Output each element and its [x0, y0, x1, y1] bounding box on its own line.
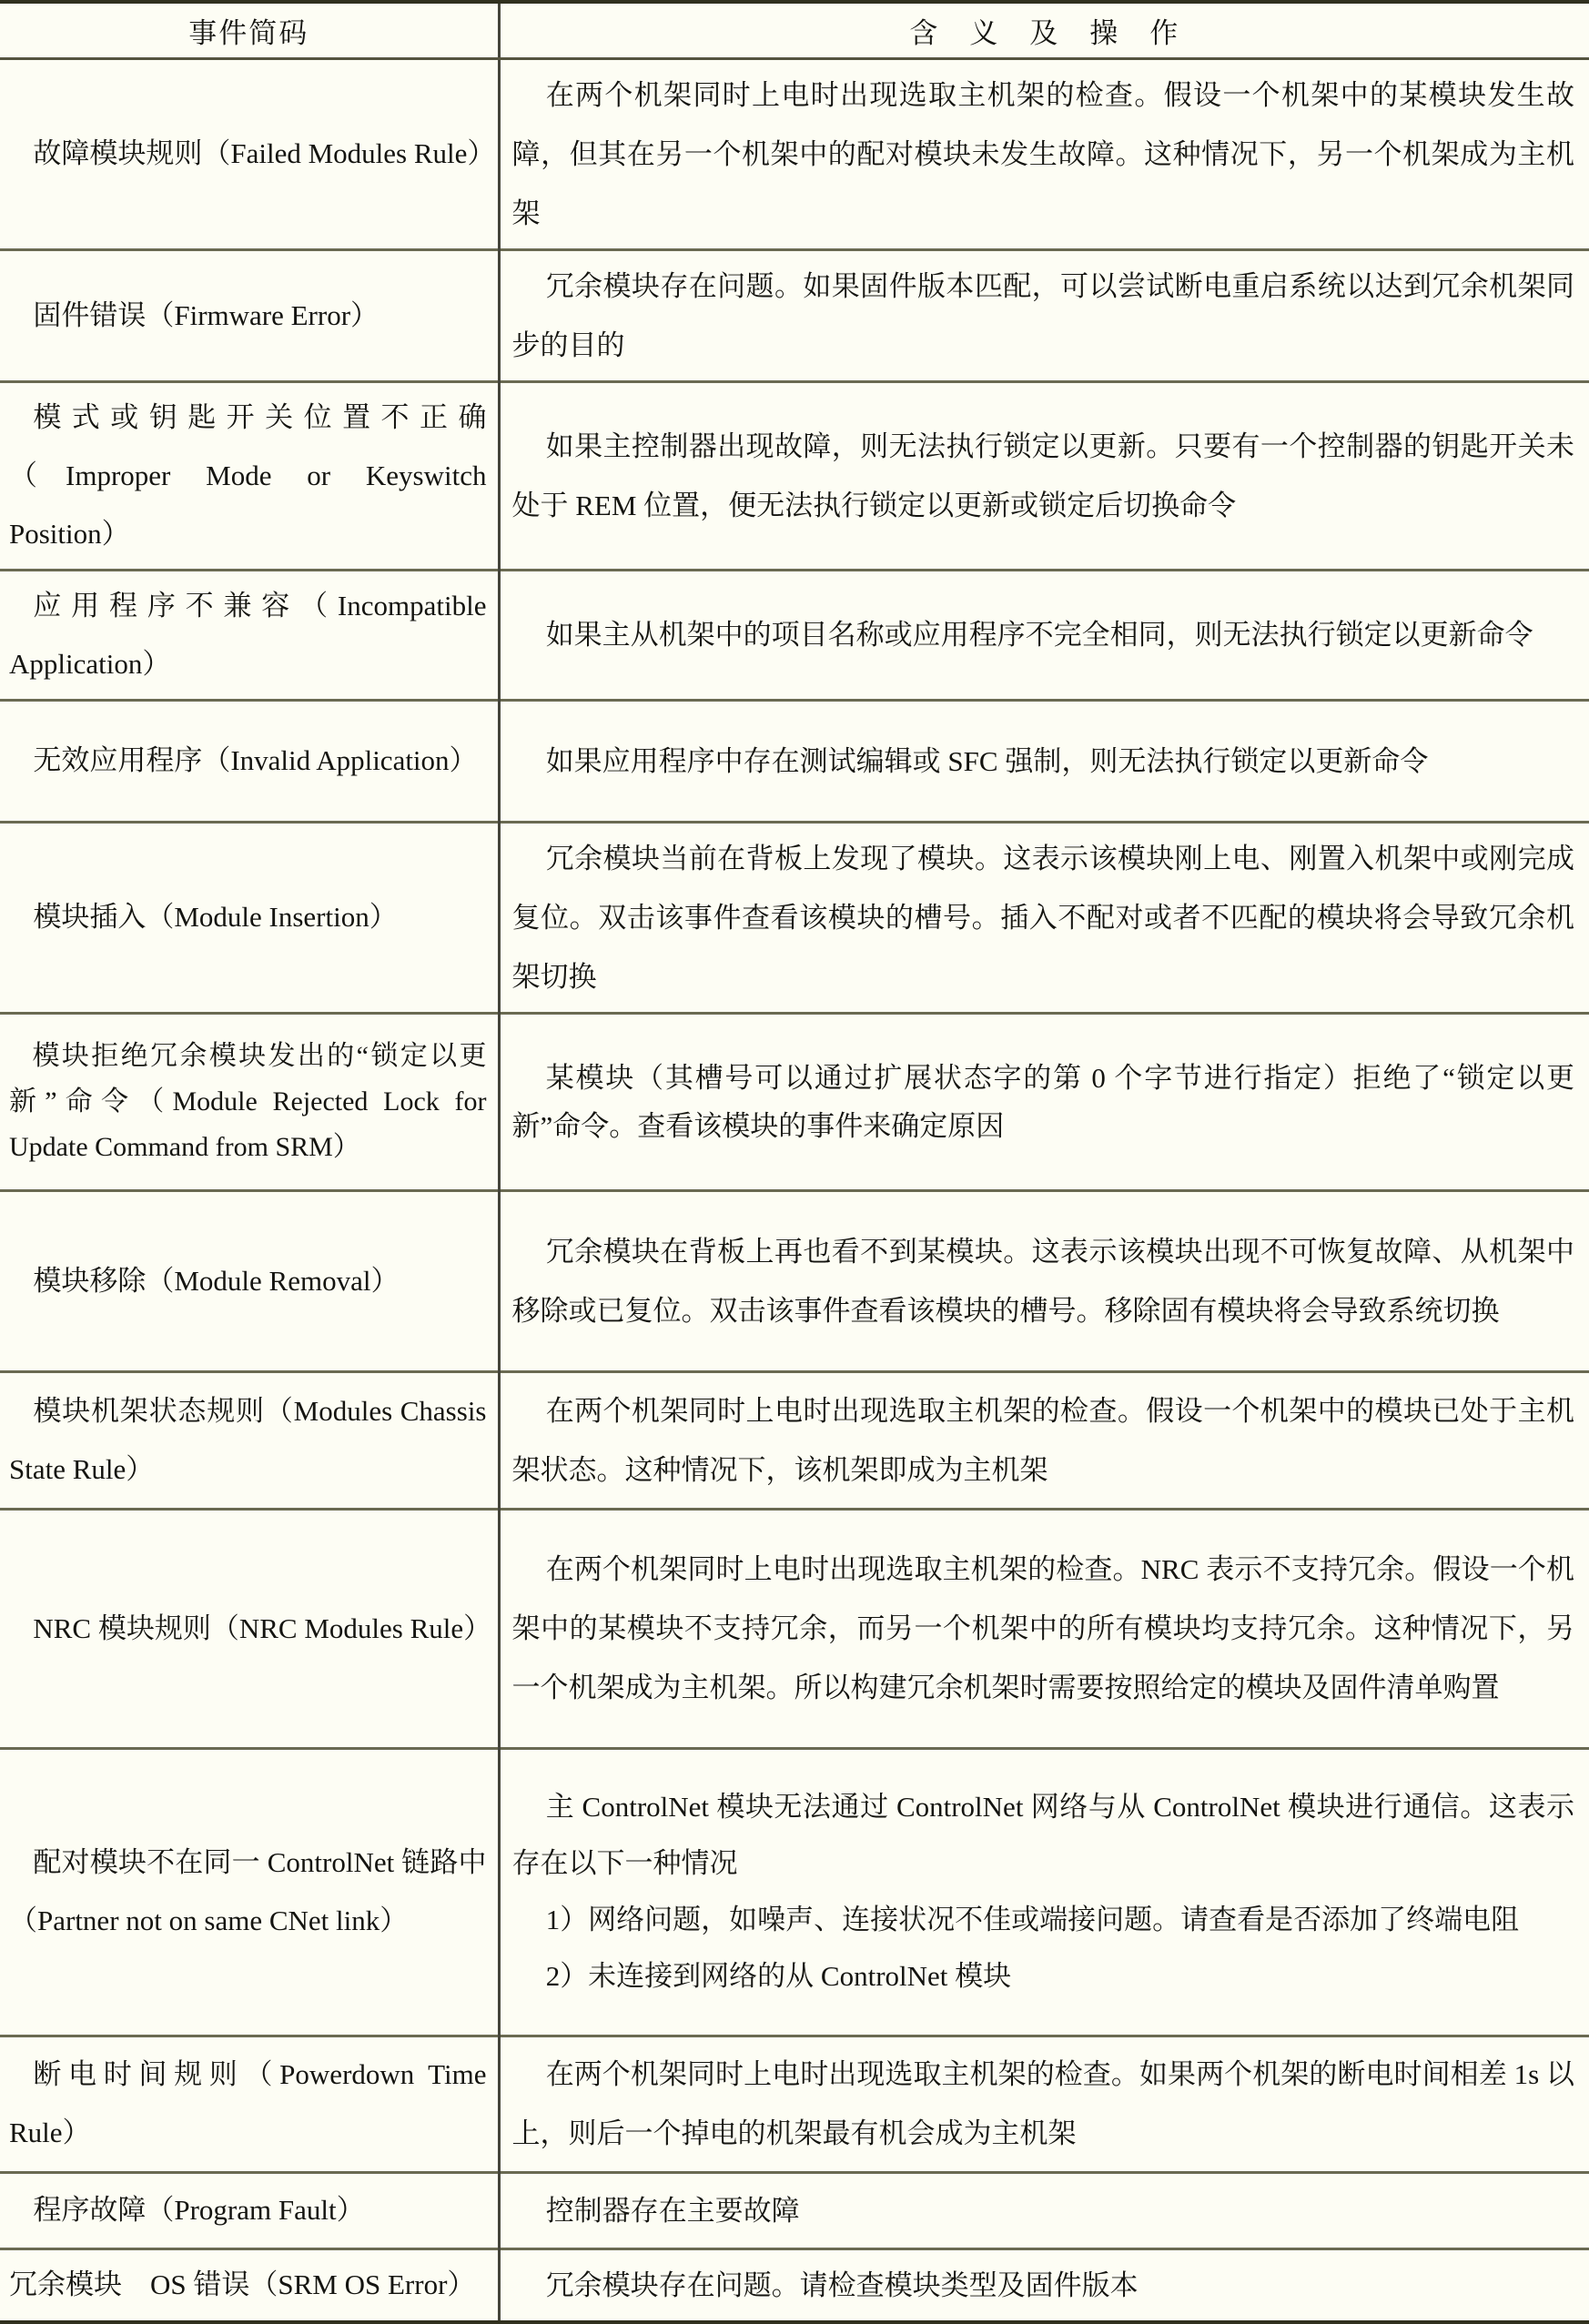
meaning-cell: [499, 249, 1589, 381]
event-code-cell: 固件错误（Firmware Error）: [0, 249, 499, 381]
meaning-paragraph: 冗余模块在背板上再也看不到某模块。这表示该模块出现不可恢复故障、从机架中移除或已复位。双击该事件查看该模块的槽号。移除固有模块将会导致系统切换: [511, 1235, 1574, 1327]
event-code-cell: 模块机架状态规则（Modules Chassis State Rule）: [0, 1371, 499, 1509]
meaning-paragraph: 冗余模块当前在背板上发现了模块。这表示该模块刚上电、刚置入机架中或刚完成复位。双击该事件查看该模块的槽号。插入不配对或者不匹配的模块将会导致冗余机架切换: [511, 842, 1574, 993]
column-header-meaning: 含 义 及 操 作: [499, 2, 1589, 58]
meaning-paragraph: 控制器存在主要故障: [545, 2194, 800, 2227]
event-code-cell: 模式或钥匙开关位置不正确（Improper Mode or Keyswitch Position）: [0, 381, 499, 570]
meaning-paragraph: 在两个机架同时上电时出现选取主机架的检查。假设一个机架中的某模块发生故障，但其在另一个机架中的配对模块未发生故障。这种情况下，另一个机架成为主机架: [511, 78, 1574, 229]
meaning-paragraph: 某模块（其槽号可以通过扩展状态字的第 0 个字节进行指定）拒绝了“锁定以更新”命令。查看该模块的事件来确定原因: [511, 1061, 1574, 1142]
event-code-cell: 模块插入（Module Insertion）: [0, 822, 499, 1013]
event-code-cell: 模块移除（Module Removal）: [0, 1190, 499, 1371]
meaning-cell: [499, 1748, 1589, 2036]
event-code-cell: 断电时间规则（Powerdown Time Rule）: [0, 2036, 499, 2172]
table-row: [0, 570, 1589, 700]
table-row: [0, 1371, 1589, 1509]
meaning-paragraph: 如果主从机架中的项目名称或应用程序不完全相同，则无法执行锁定以更新命令: [545, 619, 1533, 651]
meaning-paragraph: 如果主控制器出现故障，则无法执行锁定以更新。只要有一个控制器的钥匙开关未处于 REM 位置，便无法执行锁定以更新或锁定后切换命令: [511, 429, 1574, 521]
meaning-paragraph: 主 ControlNet 模块无法通过 ControlNet 网络与从 ControlNet 模块进行通信。这表示存在以下一种情况: [511, 1791, 1574, 1879]
meaning-cell: [499, 58, 1589, 249]
table-row: [0, 58, 1589, 249]
event-code-cell: NRC 模块规则（NRC Modules Rule）: [0, 1509, 499, 1748]
meaning-cell: [499, 1509, 1589, 1748]
meaning-cell: [499, 381, 1589, 570]
table-row: [0, 1190, 1589, 1371]
event-code-cell: 程序故障（Program Fault）: [0, 2172, 499, 2248]
meaning-cell: [499, 1371, 1589, 1509]
table-row: [0, 381, 1589, 570]
meaning-cell: [499, 570, 1589, 700]
column-header-event-code: 事件简码: [0, 2, 499, 58]
table-row: [0, 822, 1589, 1013]
meaning-cell: [499, 1013, 1589, 1190]
meaning-cell: [499, 2036, 1589, 2172]
meaning-paragraph: 在两个机架同时上电时出现选取主机架的检查。如果两个机架的断电时间相差 1s 以上，则后一个掉电的机架最有机会成为主机架: [511, 2058, 1574, 2149]
table-row: [0, 2172, 1589, 2248]
table-row: [0, 1013, 1589, 1190]
meaning-paragraph: 2）未连接到网络的从 ControlNet 模块: [545, 1960, 1012, 1992]
table-row: [0, 1509, 1589, 1748]
meaning-paragraph: 在两个机架同时上电时出现选取主机架的检查。假设一个机架中的模块已处于主机架状态。这种情况下，该机架即成为主机架: [511, 1394, 1574, 1486]
meaning-paragraph: 冗余模块存在问题。请检查模块类型及固件版本: [545, 2268, 1139, 2301]
table-body: [0, 58, 1589, 2322]
meaning-paragraph: 在两个机架同时上电时出现选取主机架的检查。NRC 表示不支持冗余。假设一个机架中的某模块不支持冗余，而另一个机架中的所有模块均支持冗余。这种情况下，另一个机架成为主机架。所以构建冗余机架时需要按照给定的模块及固件清单购置: [511, 1553, 1574, 1703]
event-code-cell: 无效应用程序（Invalid Application）: [0, 700, 499, 822]
table-header-row: [0, 2, 1589, 58]
meaning-cell: [499, 2172, 1589, 2248]
meaning-paragraph: 冗余模块存在问题。如果固件版本匹配，可以尝试断电重启系统以达到冗余机架同步的目的: [511, 269, 1574, 361]
table-row: [0, 249, 1589, 381]
table-row: [0, 2248, 1589, 2322]
meaning-cell: [499, 2248, 1589, 2322]
event-code-cell: 模块拒绝冗余模块发出的“锁定以更新”命令（Module Rejected Lock for Update Command from SRM）: [0, 1013, 499, 1190]
event-code-cell: 应用程序不兼容（Incompatible Application）: [0, 570, 499, 700]
meaning-paragraph: 如果应用程序中存在测试编辑或 SFC 强制，则无法执行锁定以更新命令: [545, 744, 1429, 777]
table-row: [0, 2036, 1589, 2172]
event-code-cell: 配对模块不在同一 ControlNet 链路中（Partner not on same CNet link）: [0, 1748, 499, 2036]
table-row: [0, 700, 1589, 822]
event-code-cell: 冗余模块 OS 错误（SRM OS Error）: [0, 2248, 499, 2322]
meaning-cell: [499, 822, 1589, 1013]
table-row: [0, 1748, 1589, 2036]
event-code-cell: 故障模块规则（Failed Modules Rule）: [0, 58, 499, 249]
meaning-paragraph: 1）网络问题，如噪声、连接状况不佳或端接问题。请查看是否添加了终端电阻: [545, 1904, 1520, 1935]
meaning-cell: [499, 700, 1589, 822]
meaning-cell: [499, 1190, 1589, 1371]
